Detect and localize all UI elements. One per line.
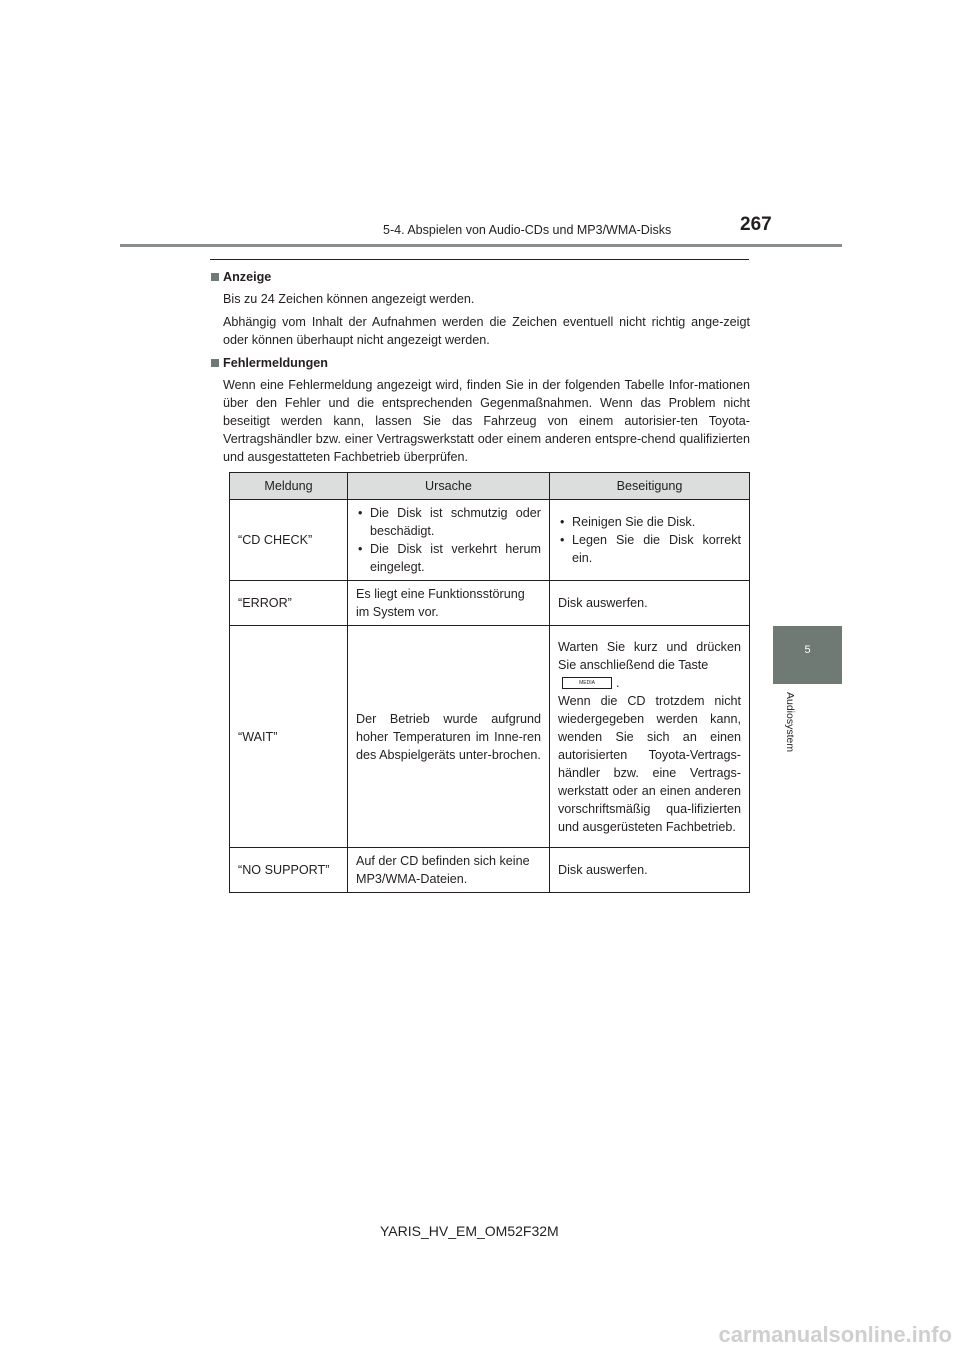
section-title: 5-4. Abspielen von Audio-CDs und MP3/WMA-Disks bbox=[383, 223, 672, 237]
column-header-ursache: Ursache bbox=[348, 473, 550, 500]
chapter-number: 5 bbox=[804, 644, 811, 656]
header-rule bbox=[120, 244, 842, 247]
cell-cause bbox=[348, 500, 550, 581]
cell-remedy: Disk auswerfen. bbox=[550, 581, 750, 626]
square-bullet-icon bbox=[211, 359, 219, 367]
media-button-icon: MEDIA bbox=[562, 677, 612, 689]
square-bullet-icon bbox=[211, 273, 219, 281]
table-row bbox=[230, 500, 750, 581]
cell-remedy: Disk auswerfen. bbox=[550, 848, 750, 893]
list-item-text: Die Disk ist verkehrt herum eingelegt. bbox=[370, 542, 541, 574]
heading-anzeige bbox=[210, 268, 750, 286]
chapter-label bbox=[784, 692, 804, 772]
error-table bbox=[229, 472, 750, 893]
heading-fehlermeldungen bbox=[210, 354, 750, 372]
cell-remedy bbox=[550, 500, 750, 581]
list-item: • Die Disk ist schmutzig oder beschädigt. bbox=[358, 506, 541, 538]
table-header-row bbox=[230, 473, 750, 500]
chapter-tab bbox=[773, 626, 842, 684]
content-rule bbox=[210, 259, 749, 260]
table-row bbox=[230, 626, 750, 848]
list-item: • Reinigen Sie die Disk. bbox=[560, 515, 696, 529]
list-item-text: Reinigen Sie die Disk. bbox=[572, 515, 696, 529]
table-row bbox=[230, 848, 750, 893]
cell-cause: Der Betrieb wurde aufgrund hoher Temperaturen im Inne-ren des Abspielgeräts unter-brochen. bbox=[348, 626, 550, 848]
cell-message: “WAIT” bbox=[230, 626, 348, 848]
content bbox=[210, 268, 750, 466]
paragraph: Wenn eine Fehlermeldung angezeigt wird, finden Sie in der folgenden Tabelle Infor-mationen über den Fehler und die entsprechenden Gegenmaßnahmen. Wenn das Problem nicht beseitigt werden kann, lassen Sie das Fahrzeug von einem autorisier-ten Toyota-Vertragshändler bzw. einer Vertragswerkstatt oder einem anderen entspre-chend qualifizierten und ausgestatteten Fachbetrieb überprüfen. bbox=[223, 378, 750, 464]
cell-remedy bbox=[550, 626, 750, 848]
heading-text: Fehlermeldungen bbox=[223, 356, 328, 370]
cell-message: “ERROR” bbox=[230, 581, 348, 626]
cell-cause: Auf der CD befinden sich keine MP3/WMA-Dateien. bbox=[348, 848, 550, 893]
footer-document-code: YARIS_HV_EM_OM52F32M bbox=[380, 1223, 559, 1239]
remedy-text: . bbox=[616, 675, 620, 690]
list-item-text: Die Disk ist schmutzig oder beschädigt. bbox=[370, 506, 541, 538]
heading-text: Anzeige bbox=[223, 270, 272, 284]
cell-message: “NO SUPPORT” bbox=[230, 848, 348, 893]
list-item: • Die Disk ist verkehrt herum eingelegt. bbox=[358, 542, 541, 574]
cell-cause: Es liegt eine Funktionsstörung im System vor. bbox=[348, 581, 550, 626]
list-item-text: Legen Sie die Disk korrekt ein. bbox=[572, 533, 741, 565]
cell-message: “CD CHECK” bbox=[230, 500, 348, 581]
page-number: 267 bbox=[740, 214, 772, 235]
column-header-beseitigung: Beseitigung bbox=[550, 473, 750, 500]
table-row bbox=[230, 581, 750, 626]
paragraph: Bis zu 24 Zeichen können angezeigt werden. bbox=[223, 292, 475, 306]
remedy-text: Wenn die CD trotzdem nicht wiedergegeben werden kann, wenden Sie sich an einen autorisierten Toyota-Vertrags-händler bzw. eine Vertrags-werkstatt oder an einen anderen vorschriftsmäßig qua-lifizierten und ausgerüsteten Fachbetrieb. bbox=[558, 693, 741, 834]
paragraph: Abhängig vom Inhalt der Aufnahmen werden die Zeichen eventuell nicht richtig ange-zeigt oder können überhaupt nicht angezeigt werden. bbox=[223, 315, 750, 347]
column-header-meldung: Meldung bbox=[230, 473, 348, 500]
watermark: carmanualsonline.info bbox=[718, 1322, 952, 1347]
chapter-label-text: Audiosystem bbox=[784, 692, 796, 753]
list-item: • Legen Sie die Disk korrekt ein. bbox=[560, 533, 741, 565]
remedy-text: Warten Sie kurz und drücken Sie anschließend die Taste bbox=[558, 639, 741, 672]
